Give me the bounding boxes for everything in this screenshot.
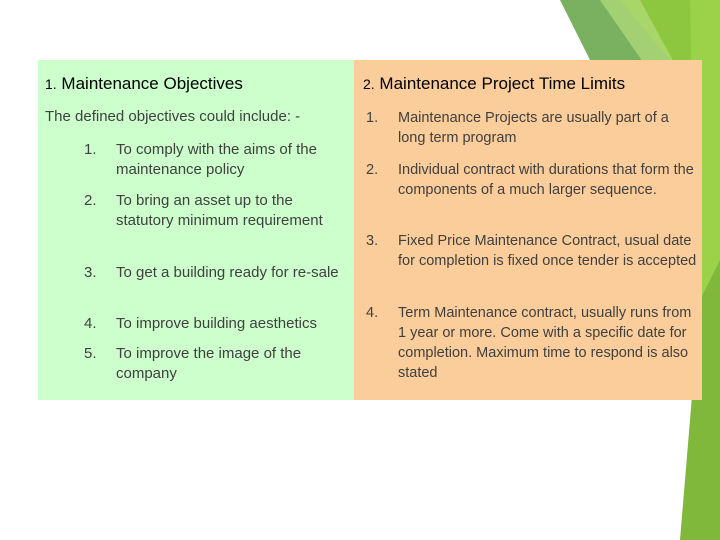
maintenance-time-limits-panel — [354, 60, 702, 400]
item-text: Maintenance Projects are usually part of a long term program — [398, 110, 669, 146]
item-number: 5. — [84, 345, 97, 362]
item-number: 3. — [84, 264, 97, 281]
item-text: To bring an asset up to the statutory minimum requirement — [116, 192, 323, 229]
heading-text: Maintenance Objectives — [61, 74, 243, 93]
item-number: 4. — [84, 315, 97, 332]
intro-text: The defined objectives could include: - — [45, 108, 301, 125]
item-text: Individual contract with durations that form the components of a much larger sequence. — [398, 162, 694, 198]
item-text: Fixed Price Maintenance Contract, usual date for completion is fixed once tender is accepted — [398, 233, 697, 269]
heading-text: Maintenance Project Time Limits — [379, 74, 626, 93]
item-text: To improve the image of the company — [116, 345, 302, 382]
maintenance-objectives-panel — [38, 60, 354, 400]
item-text: To improve building aesthetics — [116, 315, 317, 332]
panel-heading — [45, 74, 243, 94]
item-text: Term Maintenance contract, usually runs from 1 year or more. Come with a specific date for completion. Maximum time to respond is also stated — [398, 305, 692, 381]
panel-heading — [363, 74, 625, 94]
item-number: 1. — [84, 141, 97, 158]
heading-number: 1. — [45, 76, 57, 92]
item-number: 1. — [366, 110, 379, 126]
item-text: To comply with the aims of the maintenance policy — [116, 141, 317, 178]
item-number: 2. — [366, 162, 379, 178]
item-number: 3. — [366, 233, 379, 249]
heading-number: 2. — [363, 76, 375, 92]
item-text: To get a building ready for re-sale — [116, 264, 339, 281]
item-number: 2. — [84, 192, 97, 209]
item-number: 4. — [366, 305, 379, 321]
